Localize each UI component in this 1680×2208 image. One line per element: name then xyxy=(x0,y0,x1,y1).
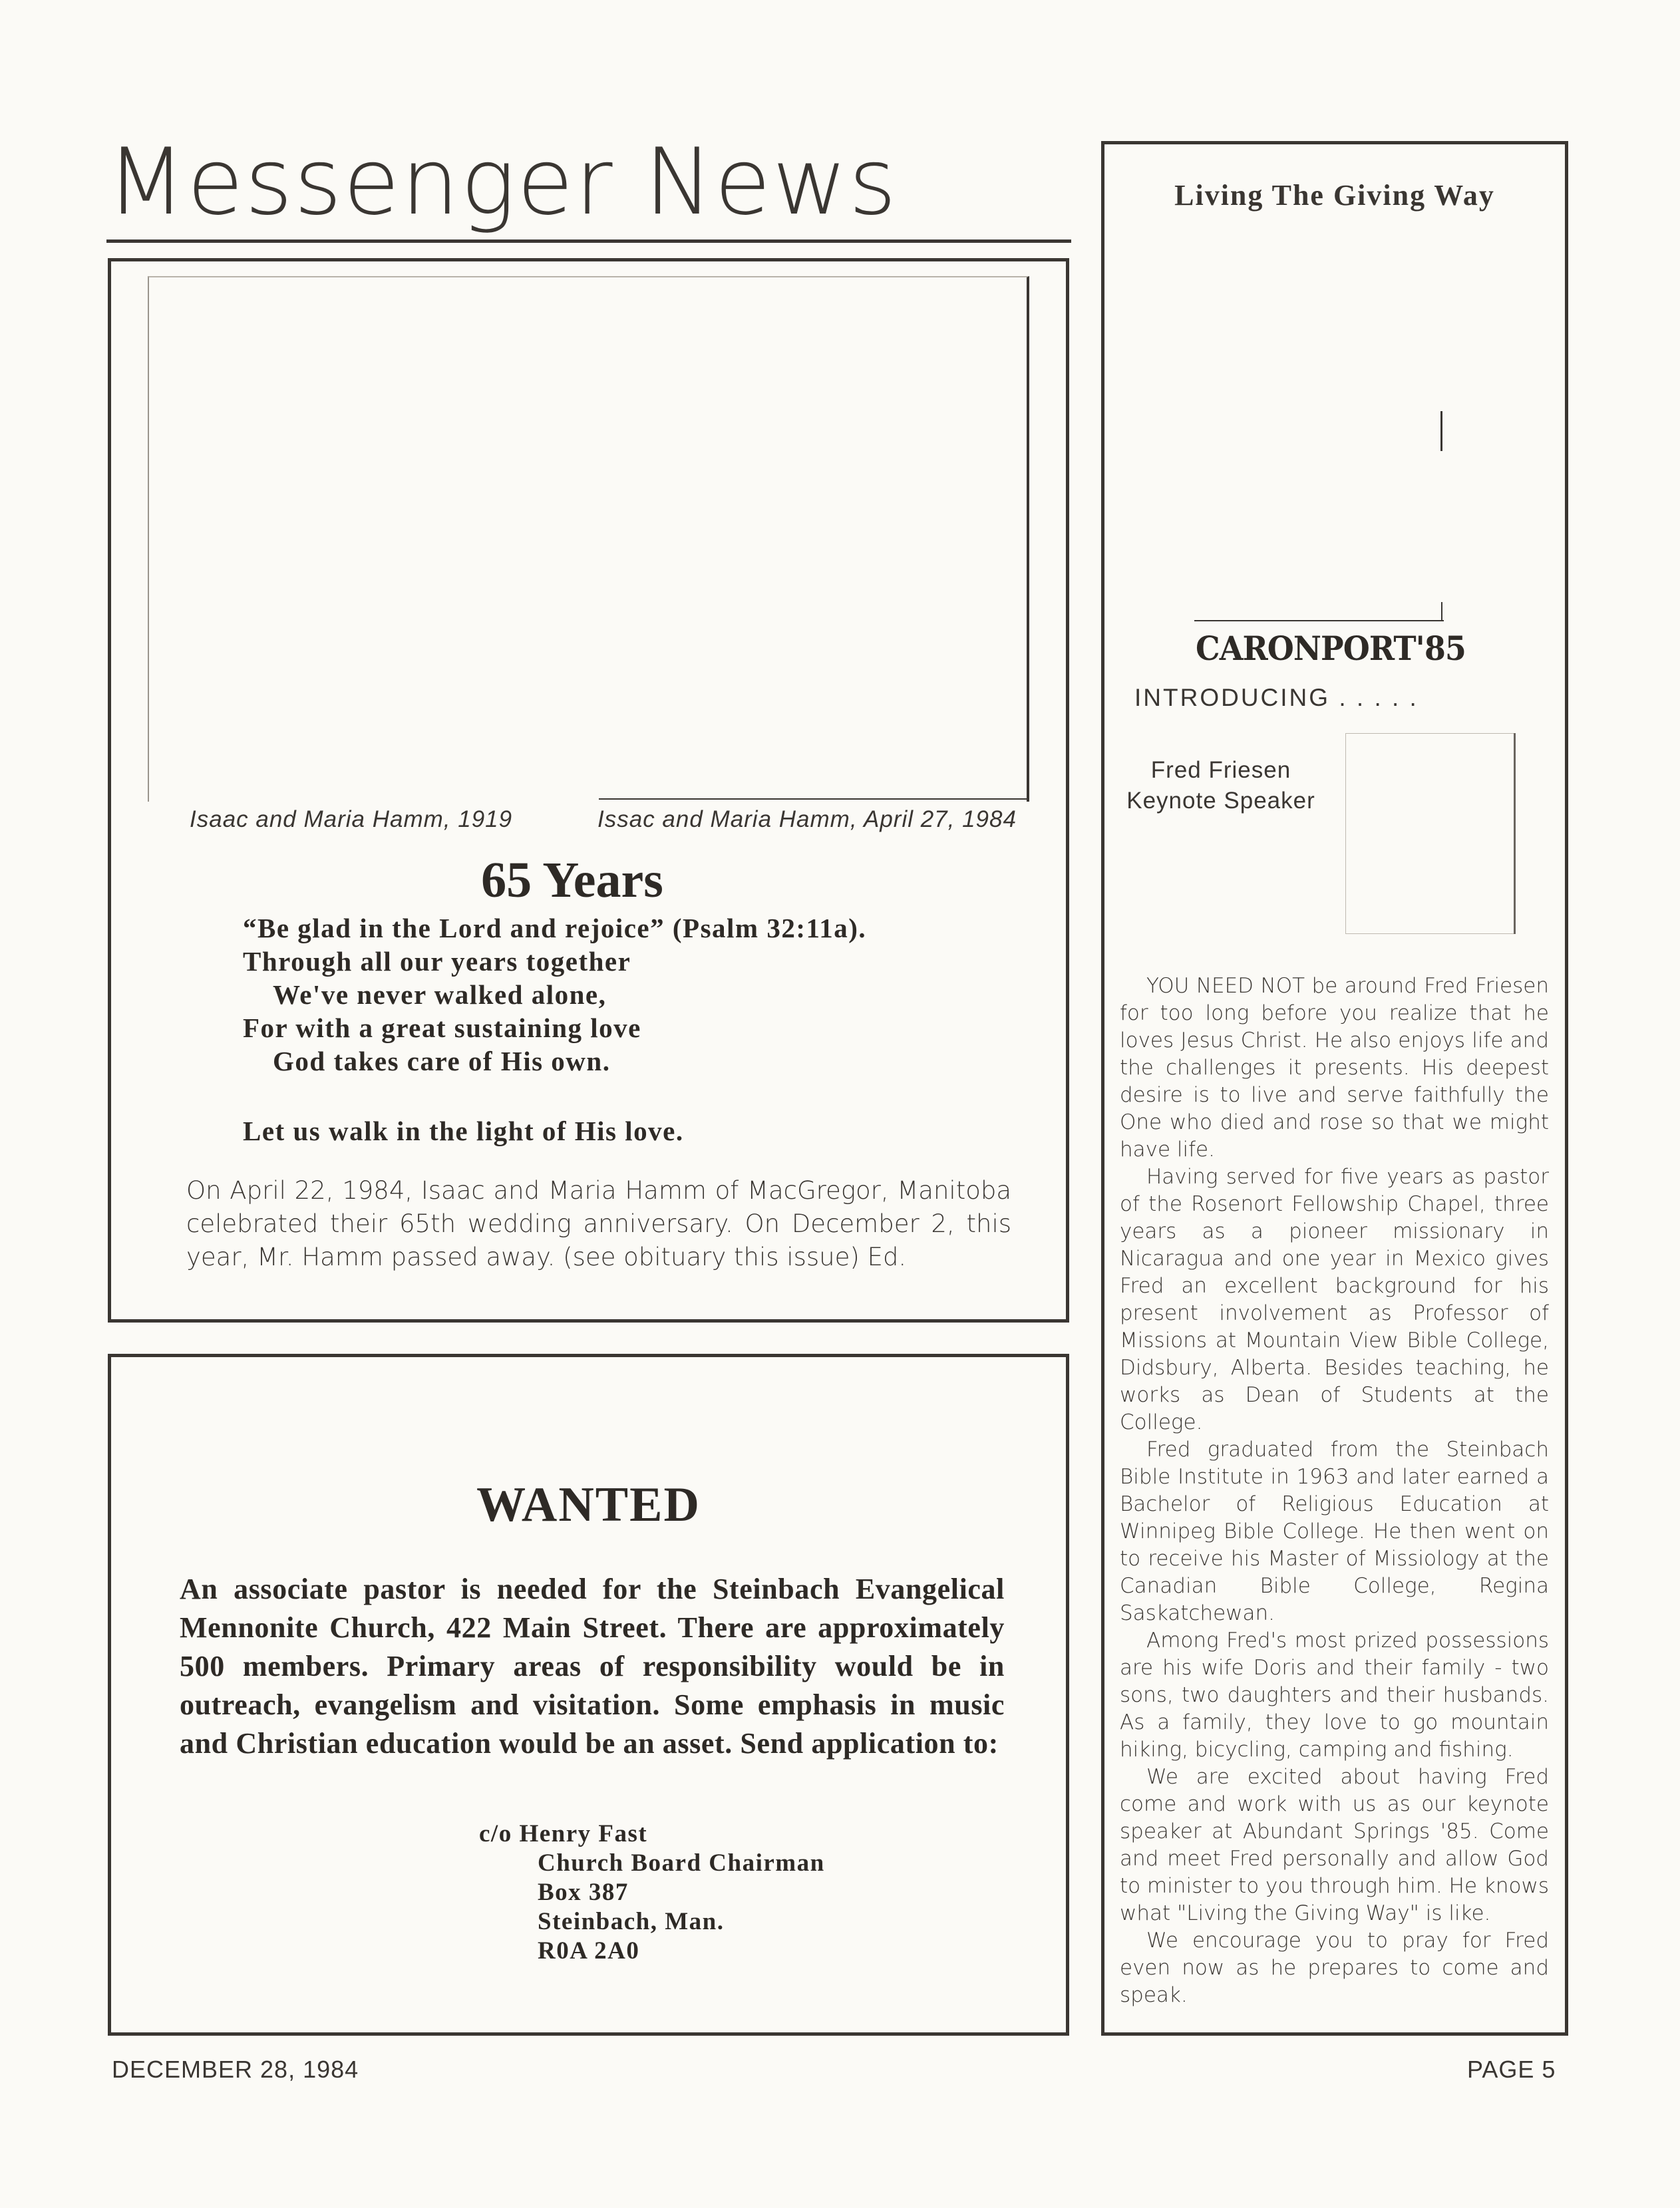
footer-page: PAGE 5 xyxy=(1467,2056,1556,2083)
footer-date: DECEMBER 28, 1984 xyxy=(112,2056,359,2083)
caption-right: Issac and Maria Hamm, April 27, 1984 xyxy=(597,806,1017,832)
logo-frame-line xyxy=(1441,602,1442,621)
address-line: c/o Henry Fast xyxy=(479,1820,648,1847)
sidebar-article xyxy=(1120,973,1549,2009)
speaker-photo-edge xyxy=(1514,733,1516,934)
address-line: Box 387 xyxy=(538,1879,629,1906)
speaker-caption xyxy=(1121,755,1321,816)
poem-line: We've never walked alone, xyxy=(273,979,607,1010)
article-paragraph: We encourage you to pray for Fred even now as he prepares to come and speak. xyxy=(1120,1929,1549,2007)
article-paragraph: We are excited about having Fred come and work with us as our keynote speaker at Abundant Springs '85. Come and meet Fred personally and allow God to minister to you through him. He knows what "Living the Giving Way" is like. xyxy=(1120,1765,1549,1925)
poem-line: Let us walk in the light of His love. xyxy=(243,1116,684,1146)
speaker-photo xyxy=(1345,733,1515,934)
logo-frame-line xyxy=(1194,620,1444,621)
anniversary-photo-frame xyxy=(148,276,1029,802)
article-paragraph: Having served for five years as pastor of the Rosenort Fellowship Chapel, three years as a pioneer missionary in Nicaragua and one year in Mexico gives Fred an excellent background for his present involvement as Professor of Missions at Mountain View Bible College, Didsbury, Alberta. Besides teaching, he works as Dean of Students at the College. xyxy=(1120,1165,1549,1434)
article-paragraph: YOU NEED NOT be around Fred Friesen for too long before you realize that he loves Jesus Christ. He also enjoys life and the challenges it presents. His deepest desire is to live and serve faithfully the One who died and rose so that we might have life. xyxy=(1120,974,1549,1162)
speaker-role: Keynote Speaker xyxy=(1126,788,1315,814)
wanted-body: An associate pastor is needed for the Steinbach Evangelical Mennonite Church, 422 Main Street. There are approximately 500 members. Primary areas of responsibility would be in outreach, evangelism and visitation. Some emphasis in music and Christian education would be an asset. Send application to: xyxy=(180,1573,1005,1760)
address-line: Church Board Chairman xyxy=(538,1849,825,1877)
sidebar-title: Living The Giving Way xyxy=(1174,179,1495,212)
masthead-title: Messenger News xyxy=(106,128,898,236)
anniversary-heading: 65 Years xyxy=(481,852,663,908)
logo-frame-line xyxy=(1440,411,1442,451)
poem-line: “Be glad in the Lord and rejoice” (Psalm 32:11a). xyxy=(243,913,867,943)
photo-base-line xyxy=(599,798,1028,800)
poem-line: For with a great sustaining love xyxy=(243,1013,641,1043)
caronport-logo: CARONPORT'85 xyxy=(1196,629,1466,668)
anniversary-body: On April 22, 1984, Isaac and Maria Hamm of MacGregor, Manitoba celebrated their 65th wedding anniversary. On December 2, this year, Mr. Hamm passed away. (see obituary this issue) Ed. xyxy=(186,1176,1011,1271)
poem-line: Through all our years together xyxy=(243,946,631,977)
article-paragraph: Fred graduated from the Steinbach Bible Institute in 1963 and later earned a Bachelor of Religious Education at Winnipeg Bible College. He then went on to receive his Master of Missiology at the Canadian Bible College, Regina Saskatchewan. xyxy=(1120,1438,1549,1625)
caption-left: Isaac and Maria Hamm, 1919 xyxy=(190,806,513,832)
article-paragraph: Among Fred's most prized possessions are his wife Doris and their family - two sons, two daughters and their husbands. As a family, they love to go mountain hiking, bicycling, camping and fishing. xyxy=(1120,1629,1549,1762)
poem-line: God takes care of His own. xyxy=(273,1046,611,1076)
address-line: Steinbach, Man. xyxy=(538,1908,725,1935)
masthead-rule xyxy=(106,239,1071,243)
wanted-heading: WANTED xyxy=(476,1478,701,1532)
address-line: R0A 2A0 xyxy=(538,1937,640,1965)
introducing-label: INTRODUCING . . . . . xyxy=(1134,684,1419,711)
speaker-name: Fred Friesen xyxy=(1150,757,1291,783)
